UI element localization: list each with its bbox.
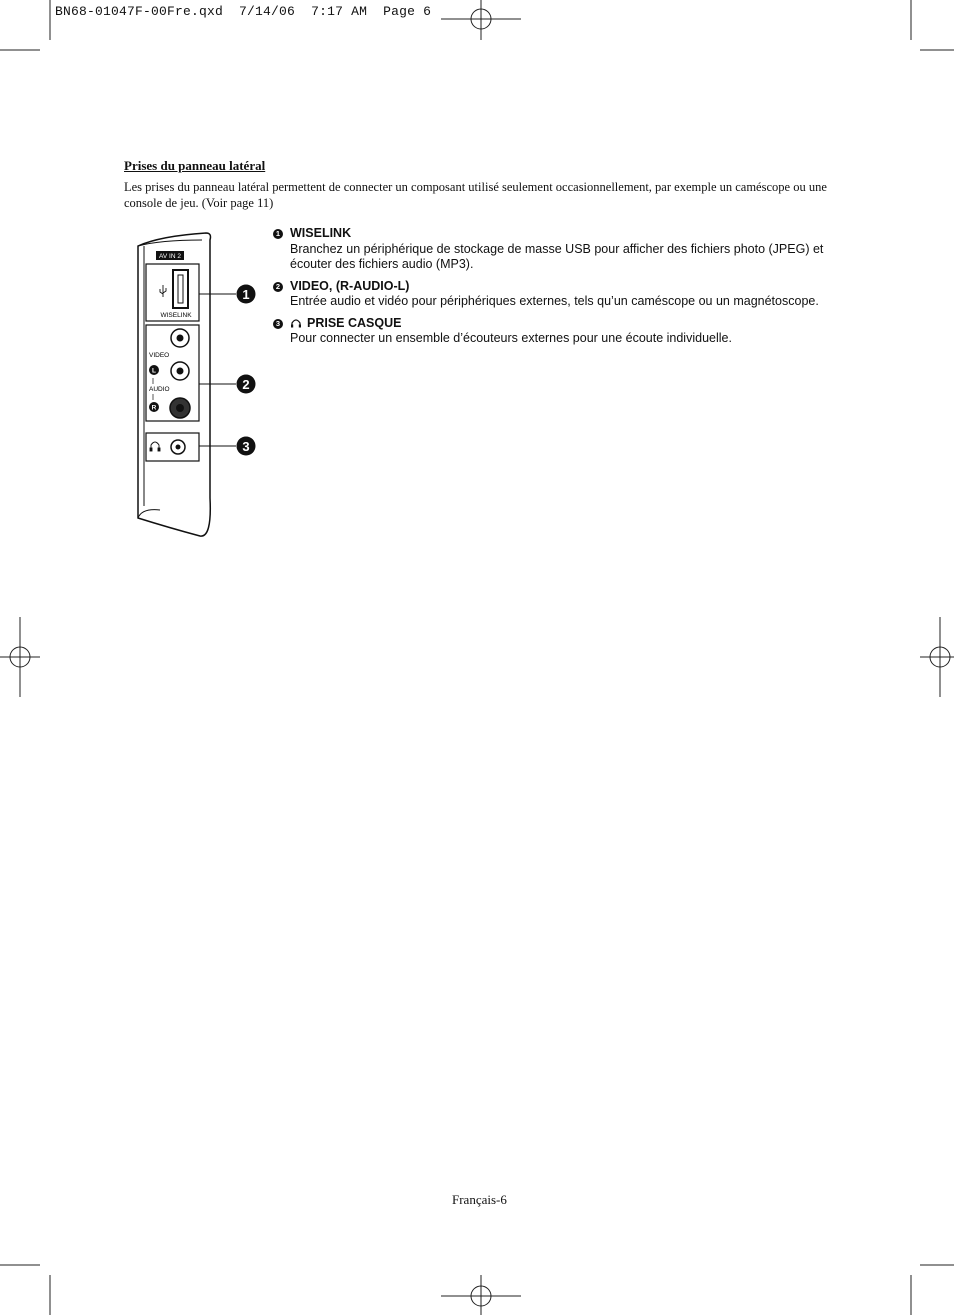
slug-file: BN68-01047F-00Fre.qxd [55, 4, 224, 19]
item-number: 2 [273, 282, 283, 292]
callout-2-label: 2 [242, 377, 250, 392]
video-label: VIDEO [149, 352, 170, 359]
side-panel-illustration [130, 228, 260, 540]
audio-label: AUDIO [149, 386, 170, 393]
connector-list [273, 226, 833, 353]
slug-time: 7:17 AM [311, 4, 368, 19]
section-title: Prises du panneau latéral [124, 158, 266, 173]
callout-1-label: 1 [242, 287, 250, 302]
av-in-badge-label: AV IN 2 [159, 253, 181, 260]
item-description: Branchez un périphérique de stockage de masse USB pour afficher des fichiers photo (JPEG) et écouter des fichiers audio (MP3). [290, 241, 824, 271]
item-number: 3 [273, 319, 283, 329]
slug-page-label: Page [383, 4, 416, 19]
item-title: WISELINK [290, 226, 352, 240]
callout-3-label: 3 [242, 439, 250, 454]
print-slug [55, 4, 431, 19]
wiselink-label: WISELINK [160, 312, 192, 319]
item-description: Pour connecter un ensemble d’écouteurs externes pour une écoute individuelle. [290, 331, 732, 345]
headphone-icon [290, 317, 302, 329]
list-item [273, 279, 833, 310]
item-title: VIDEO, (R-AUDIO-L) [290, 278, 410, 293]
page-footer: Français-6 [452, 1192, 507, 1207]
right-marker: R [151, 404, 157, 412]
item-description: Entrée audio et vidéo pour périphériques externes, tels qu’un caméscope ou un magnétoscope. [290, 294, 819, 308]
list-item [273, 226, 833, 273]
left-marker: L [152, 367, 156, 375]
slug-date: 7/14/06 [239, 4, 296, 19]
list-item [273, 316, 833, 347]
item-title: PRISE CASQUE [307, 315, 402, 330]
section-intro: Les prises du panneau latéral permettent de connecter un composant utilisé seulement occasionnellement, par exemple un caméscope ou une console de jeu. (Voir page 11) [124, 180, 827, 210]
item-title-row [290, 316, 833, 332]
item-number: 1 [273, 229, 283, 239]
slug-page-number: 6 [423, 4, 432, 19]
